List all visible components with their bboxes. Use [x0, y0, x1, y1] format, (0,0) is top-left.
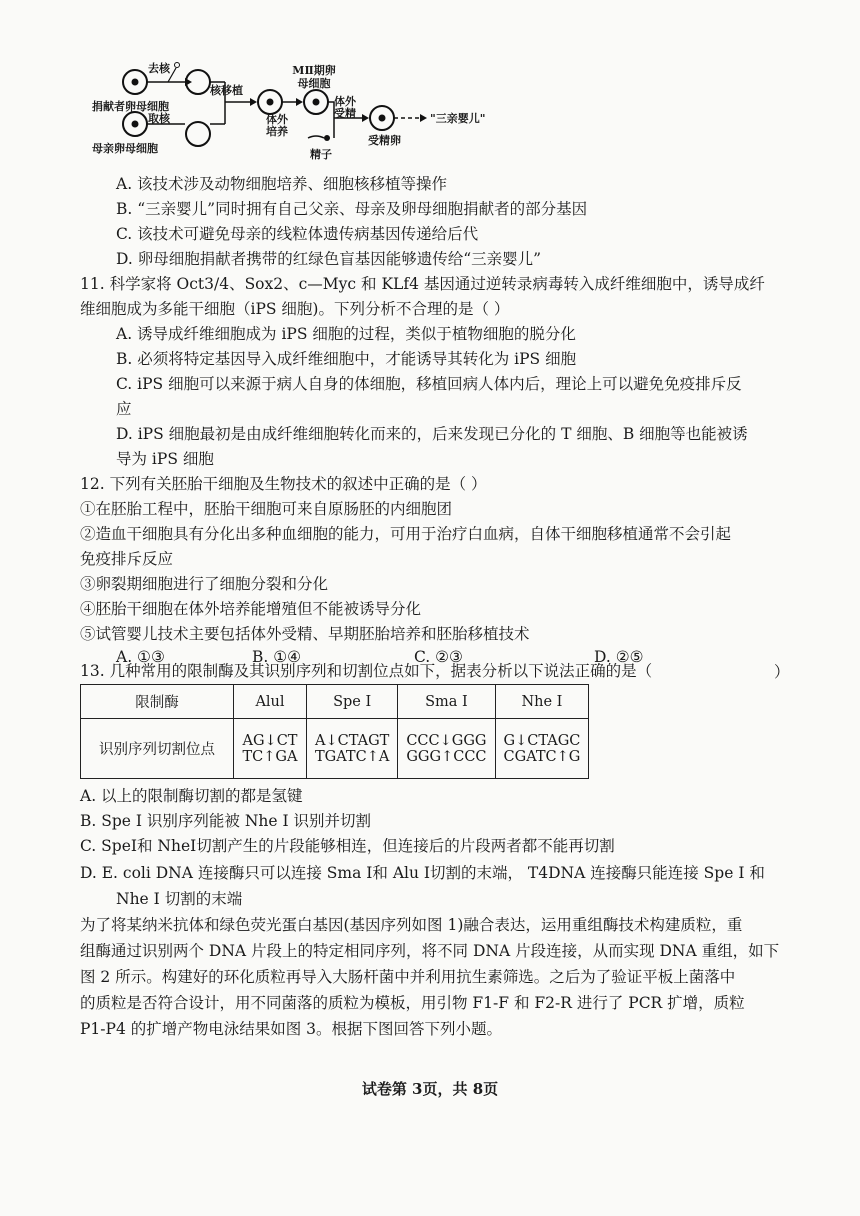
table-header-cell: 限制酶: [81, 685, 234, 719]
q10-option-b: B. “三亲婴儿”同时拥有自己父亲、母亲及卵母细胞捐献者的部分基因: [116, 200, 588, 218]
q12-option-d: D. ②⑤: [594, 648, 644, 666]
passage-line: 图 2 所示。构建好的环化质粒再导入大肠杆菌中并利用抗生素筛选。之后为了验证平板上菌落中: [80, 968, 736, 986]
take-nucleus-label: 取核: [148, 112, 170, 125]
page-footer: 试卷第 3页，共 8页: [361, 1080, 499, 1098]
seq-top: A↓CTAGT: [315, 732, 390, 749]
passage-line: P1-P4 的扩增产物电泳结果如图 3。根据下图回答下列小题。: [80, 1020, 503, 1038]
q11-option-b: B. 必须将特定基因导入成纤维细胞中，才能诱导其转化为 iPS 细胞: [116, 350, 577, 368]
table-row-label: 识别序列切割位点: [81, 719, 234, 779]
sperm-label: 精子: [310, 148, 332, 161]
q12-statement-4: ④胚胎干细胞在体外培养能增殖但不能被诱导分化: [80, 600, 422, 618]
mother-cell-label: 母亲卵母细胞: [92, 142, 158, 155]
q11-option-d-line2: 导为 iPS 细胞: [116, 450, 214, 468]
q11-option-d-line1: D. iPS 细胞最初是由成纤维细胞转化而来的，后来发现已分化的 T 细胞、B 细胞等也能被诱: [116, 425, 748, 443]
three-parent-baby-diagram: [90, 58, 520, 168]
q13-option-c: C. SpeⅠ和 NheⅠ切割产生的片段能够相连，但连接后的片段两者都不能再切割: [80, 837, 615, 855]
passage-line: 组酶通过识别两个 DNA 片段上的特定相同序列，将不同 DNA 片段连接，从而实现 DNA 重组，如下: [80, 942, 780, 960]
seq-bottom: GGG↑CCC: [406, 748, 487, 765]
table-row: [81, 719, 589, 779]
q13-option-b: B. Spe Ⅰ 识别序列能被 Nhe Ⅰ 识别并切割: [80, 812, 372, 830]
seq-top: AG↓CT: [242, 732, 298, 749]
q12-statement-2-line2: 免疫排斥反应: [80, 550, 174, 568]
table-cell: [307, 719, 398, 779]
q12-option-c: C. ②③: [414, 648, 463, 666]
q12-option-a: A. ①③: [116, 648, 165, 666]
table-header-row: [81, 685, 589, 719]
seq-top: CCC↓GGG: [406, 732, 487, 749]
restriction-enzyme-table: [80, 684, 589, 779]
q11-option-c-line2: 应: [116, 400, 132, 418]
fertilized-egg-label: 受精卵: [368, 134, 401, 147]
table-header-cell: Spe Ⅰ: [307, 685, 398, 719]
q13-option-a: A. 以上的限制酶切割的都是氢键: [80, 787, 303, 805]
q11-option-a: A. 诱导成纤维细胞成为 iPS 细胞的过程，类似于植物细胞的脱分化: [116, 325, 576, 343]
passage-line: 的质粒是否符合设计，用不同菌落的质粒为模板，用引物 F1-F 和 F2-R 进行了 PCR 扩增，质粒: [80, 994, 745, 1012]
seq-bottom: TC↑GA: [242, 748, 298, 765]
table-header-cell: Alul: [234, 685, 307, 719]
q11-option-c-line1: C. iPS 细胞可以来源于病人自身的体细胞，移植回病人体内后，理论上可以避免免疫排斥反: [116, 375, 742, 393]
seq-bottom: CGATC↑G: [503, 748, 581, 765]
q12-statement-2-line1: ②造血干细胞具有分化出多种血细胞的能力，可用于治疗白血病，自体干细胞移植通常不会引起: [80, 525, 732, 543]
q10-option-c: C. 该技术可避免母亲的线粒体遗传病基因传递给后代: [116, 225, 479, 243]
q13-stem: 13. 几种常用的限制酶及其识别序列和切割位点如下，据表分析以下说法正确的是（: [80, 662, 653, 680]
q13-option-d-line1: D. E. coli DNA 连接酶只可以连接 Sma Ⅰ和 Alu Ⅰ切割的末端， T4DNA 连接酶只能连接 Spe Ⅰ 和: [80, 864, 765, 882]
donor-cell-label: 捐献者卵母细胞: [92, 100, 169, 113]
q12-statement-5: ⑤试管婴儿技术主要包括体外受精、早期胚胎培养和胚胎移植技术: [80, 625, 530, 643]
table-cell: [234, 719, 307, 779]
q10-option-d: D. 卵母细胞捐献者携带的红绿色盲基因能够遗传给“三亲婴儿”: [116, 250, 542, 268]
q12-statement-1: ①在胚胎工程中，胚胎干细胞可来自原肠胚的内细胞团: [80, 500, 453, 518]
passage-line: 为了将某纳米抗体和绿色荧光蛋白基因(基因序列如图 1)融合表达，运用重组酶技术构建质粒，重: [80, 916, 743, 934]
mother-remnant-shape: [186, 122, 210, 146]
in-vitro-culture-label: 体外培养: [266, 113, 288, 138]
q13-stem-end: ）: [774, 663, 790, 681]
in-vitro-fertilization-label: 体外受精: [334, 95, 356, 120]
q11-stem-line1: 11. 科学家将 Oct3/4、Sox2、c—Myc 和 KLf4 基因通过逆转录病毒转入成纤维细胞中，诱导成纤: [80, 275, 765, 293]
three-parent-baby-label: "三亲婴儿": [430, 112, 486, 125]
q12-stem: 12. 下列有关胚胎干细胞及生物技术的叙述中正确的是（ ）: [80, 475, 487, 493]
q13-option-d-line2: Nhe Ⅰ 切割的末端: [116, 890, 243, 908]
q12-statement-3: ③卵裂期细胞进行了细胞分裂和分化: [80, 575, 329, 593]
table-cell: [398, 719, 495, 779]
seq-bottom: TGATC↑A: [315, 748, 390, 765]
q11-stem-line2: 维细胞成为多能干细胞（iPS 细胞)。下列分析不合理的是（ ）: [80, 300, 510, 318]
seq-top: G↓CTAGC: [503, 732, 581, 749]
q12-option-b: B. ①④: [252, 648, 302, 666]
table-cell: [495, 719, 589, 779]
mii-egg-label: MⅡ期卵母细胞: [292, 64, 336, 90]
q10-option-a: A. 该技术涉及动物细胞培养、细胞核移植等操作: [116, 175, 448, 193]
table-header-cell: Sma Ⅰ: [398, 685, 495, 719]
remove-nucleus-label: 去核: [148, 62, 170, 75]
table-header-cell: Nhe Ⅰ: [495, 685, 589, 719]
nuclear-transfer-label: 核移植: [210, 84, 243, 97]
